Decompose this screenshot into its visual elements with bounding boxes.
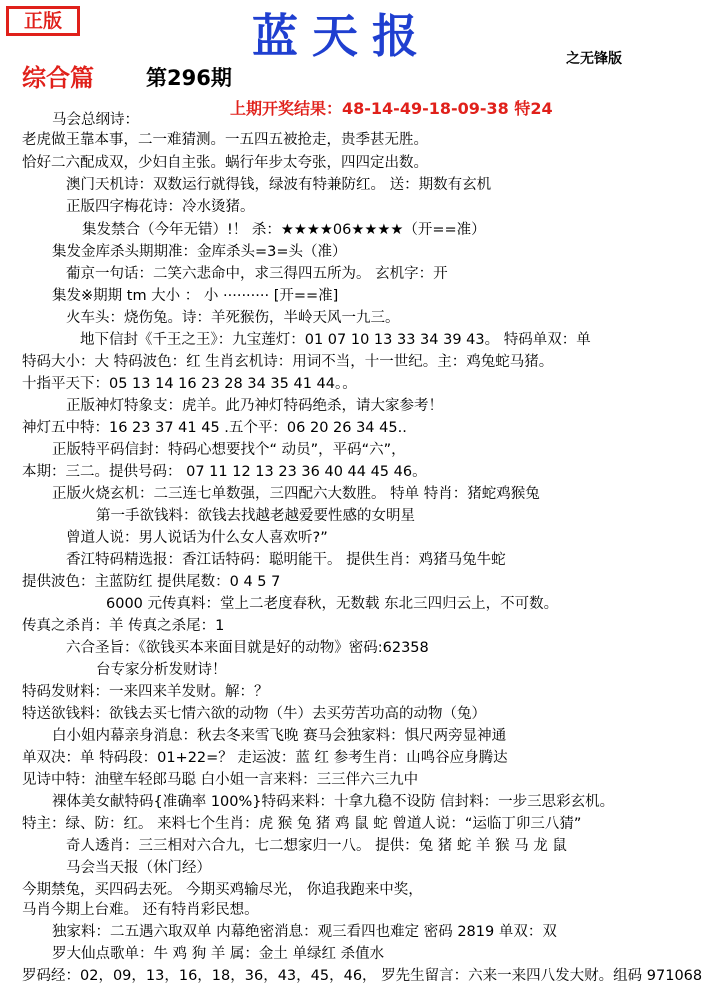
text-line: 单双决：单 特码段：01+22=？ 走运波：蓝 红 参考生肖：山鸣谷应身腾达 bbox=[22, 750, 508, 766]
text-line: 集发金库杀头期期准：金库杀头=3=头（准） bbox=[52, 244, 347, 260]
text-line: 第一手欲钱料：欲钱去找越老越爱要性感的女明星 bbox=[96, 508, 415, 524]
text-line: 裸体美女献特码{准确率 100%}特码来料：十拿九稳不设防 信封料：一步三思彩玄机。 bbox=[52, 794, 615, 810]
edition-badge: 正版 bbox=[6, 6, 80, 36]
text-line: 六合圣旨：《欲钱买本来面目就是好的动物》密码:62358 bbox=[66, 640, 429, 656]
last-draw-result: 上期开奖结果：48-14-49-18-09-38 特24 bbox=[230, 99, 553, 118]
text-line: 特码发财料：一来四来羊发财。解：？ bbox=[22, 684, 269, 700]
text-line: 台专家分析发财诗！ bbox=[96, 662, 227, 678]
text-line: 葡京一句话：二笑六悲命中，求三得四五所为。 玄机字：开 bbox=[66, 266, 448, 282]
text-line: 正版火烧玄机：二三连七单数强，三四配六大数胜。 特单 特肖：猪蛇鸡猴兔 bbox=[52, 486, 540, 502]
text-line: 神灯五中特：16 23 37 41 45 .五个平：06 20 26 34 45.. bbox=[22, 420, 407, 436]
text-line: 独家料：二五遇六取双单 内幕绝密消息：观三看四也难定 密码 2819 单双：双 bbox=[52, 924, 557, 940]
text-line: 奇人透肖：三三相对六合九，七二想家归一八。 提供：兔 猪 蛇 羊 猴 马 龙 鼠 bbox=[66, 838, 567, 854]
issue-number: 第296期 bbox=[146, 66, 232, 90]
text-line: 特主：绿、防：红。 来料七个生肖：虎 猴 兔 猪 鸡 鼠 蛇 曾道人说：“运临丁卯三八猜” bbox=[22, 816, 582, 832]
text-line: 恰好二六配成双，少妇自主张。蜗行年步太夸张，四四定出数。 bbox=[22, 155, 428, 171]
text-line: 正版特平码信封：特码心想要找个“ 动员”，平码“六”， bbox=[52, 442, 406, 458]
text-line: 香江特码精选报：香江话特码：聪明能干。 提供生肖：鸡猪马兔牛蛇 bbox=[66, 552, 506, 568]
text-line: 今期禁兔，买四码去死。 今期买鸡输尽光， 你追我跑来中奖， bbox=[22, 882, 423, 898]
text-line: 特码大小：大 特码波色：红 生肖玄机诗：用词不当，十一世纪。主：鸡兔蛇马猪。 bbox=[22, 354, 554, 370]
text-line: 6000 元传真料：堂上二老度春秋，无数载 东北三四归云上，不可数。 bbox=[106, 596, 559, 612]
text-line: 十指平天下：05 13 14 16 23 28 34 35 41 44。。 bbox=[22, 376, 357, 392]
text-line: 老虎做王靠本事，二一难猜测。一五四五被抢走，贵季甚无胜。 bbox=[22, 132, 428, 148]
page-title: 蓝天报 bbox=[252, 9, 432, 63]
text-line: 集发※期期 tm 大小 ： 小 ·········· [开==准] bbox=[52, 288, 339, 304]
text-line: 见诗中特：油壁车轻郎马聪 白小姐一言来料：三三伴六三九中 bbox=[22, 772, 419, 788]
text-line: 集发禁合（今年无错）!！ 杀：★★★★06★★★★（开==准） bbox=[82, 222, 486, 238]
text-line: 罗大仙点歌单：牛 鸡 狗 羊 属：金土 单绿红 杀值水 bbox=[52, 946, 385, 962]
text-line: 地下信封《千王之王》：九宝莲灯：01 07 10 13 33 34 39 43。 特码单双：单 bbox=[80, 332, 591, 348]
text-line: 马会当天报（休门经） bbox=[66, 860, 211, 876]
text-line: 传真之杀肖：羊 传真之杀尾：1 bbox=[22, 618, 225, 634]
text-line: 特送欲钱料：欲钱去买七情六欲的动物（牛）去买劳苦功高的动物（兔） bbox=[22, 706, 486, 722]
text-line: 马会总纲诗： bbox=[52, 112, 139, 128]
edition-label: 之无锋版 bbox=[566, 51, 622, 67]
section-title: 综合篇 bbox=[22, 64, 94, 92]
text-line: 正版神灯特象支：虎羊。此乃神灯特码绝杀，请大家参考！ bbox=[66, 398, 443, 414]
text-line: 曾道人说：男人说话为什么女人喜欢听?” bbox=[66, 530, 328, 546]
text-line: 白小姐内幕亲身消息：秋去冬来雪飞晚 赛马会独家料：惧尺两旁显神通 bbox=[52, 728, 507, 744]
text-line: 马肖今期上台难。 还有特肖彩民想。 bbox=[22, 902, 259, 918]
text-line: 罗码经：02，09，13，16，18，36，43，45，46， 罗先生留言：六来一来四八发大财。组码 971068 bbox=[22, 968, 703, 984]
text-line: 正版四字梅花诗：冷水烫猪。 bbox=[66, 199, 255, 215]
text-line: 本期：三二。提供号码： 07 11 12 13 23 36 40 44 45 46。 bbox=[22, 464, 427, 480]
text-line: 提供波色：主蓝防红 提供尾数：0 4 5 7 bbox=[22, 574, 281, 590]
text-line: 澳门天机诗：双数运行就得钱，绿波有特兼防红。 送：期数有玄机 bbox=[66, 177, 492, 193]
text-line: 火车头：烧伤兔。诗：羊死猴伤，半岭天风一九三。 bbox=[66, 310, 400, 326]
